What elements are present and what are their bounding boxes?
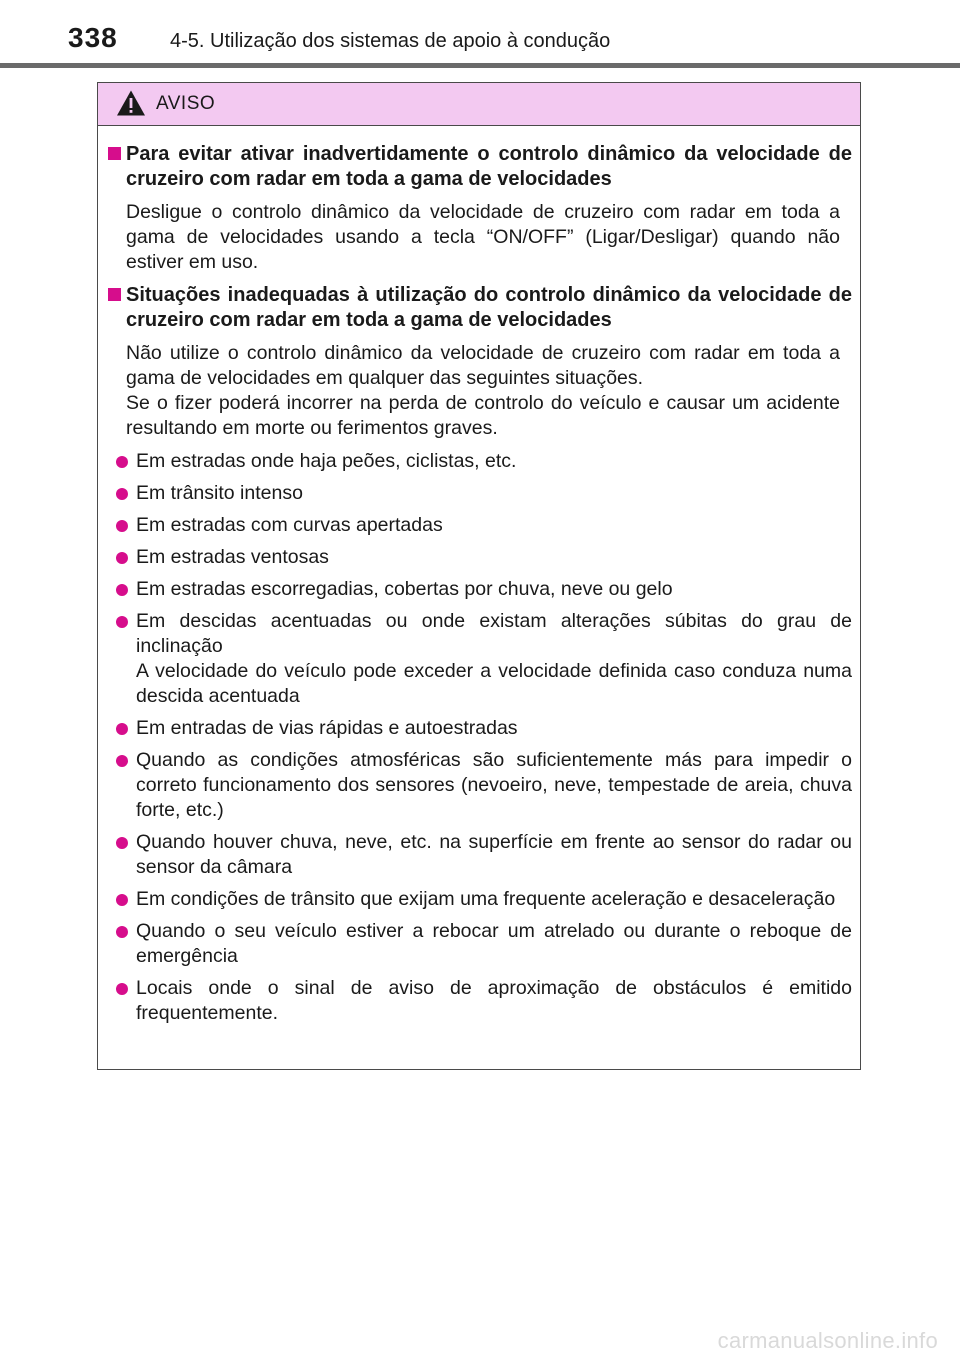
topic-title: Para evitar ativar inadvertidamente o controlo dinâmico da velocidade de cruzeiro com radar em toda a gama de velocidades	[126, 143, 852, 190]
header-divider	[0, 63, 960, 68]
round-bullet-icon	[116, 755, 128, 767]
list-item	[108, 919, 852, 969]
list-item	[108, 830, 852, 880]
round-bullet-icon	[116, 552, 128, 564]
list-item	[108, 513, 852, 538]
square-bullet-icon	[108, 288, 121, 301]
list-item-text: Em entradas de vias rápidas e autoestradas	[136, 717, 518, 739]
list-item	[108, 976, 852, 1026]
list-item	[108, 481, 852, 506]
list-item-text: Quando o seu veículo estiver a rebocar um atrelado ou durante o reboque de emergência	[136, 920, 852, 967]
square-bullet-icon	[108, 147, 121, 160]
topic-inadvertent-activation	[108, 142, 852, 275]
warning-box	[97, 82, 861, 1070]
list-item-text: Em estradas ventosas	[136, 546, 329, 568]
list-item-text: Quando as condições atmosféricas são suficientemente más para impedir o correto funcionamento dos sensores (nevoeiro, neve, tempestade de areia, chuva forte, etc.)	[136, 749, 852, 821]
warning-label: AVISO	[156, 93, 216, 114]
situation-list	[108, 449, 852, 1026]
warning-triangle-icon	[116, 89, 146, 117]
round-bullet-icon	[116, 616, 128, 628]
topic-title: Situações inadequadas à utilização do controlo dinâmico da velocidade de cruzeiro com radar em toda a gama de velocidades	[126, 284, 852, 331]
watermark: carmanualsonline.info	[717, 1328, 938, 1353]
round-bullet-icon	[116, 926, 128, 938]
paragraph: Desligue o controlo dinâmico da velocidade de cruzeiro com radar em toda a gama de velocidades usando a tecla “ON/OFF” (Ligar/Desligar) quando não estiver em uso.	[126, 201, 840, 273]
list-item	[108, 748, 852, 823]
topic-unsuitable-situations	[108, 283, 852, 441]
list-item-note: A velocidade do veículo pode exceder a velocidade definida caso conduza numa descida acentuada	[136, 660, 852, 707]
list-item	[108, 577, 852, 602]
warning-header	[98, 83, 860, 126]
list-item	[108, 716, 852, 741]
list-item-text: Em condições de trânsito que exijam uma frequente aceleração e desaceleração	[136, 888, 836, 910]
list-item	[108, 609, 852, 709]
section-title: 4-5. Utilização dos sistemas de apoio à condução	[170, 30, 611, 52]
round-bullet-icon	[116, 983, 128, 995]
warning-body	[98, 126, 860, 1026]
list-item-text: Locais onde o sinal de aviso de aproximação de obstáculos é emitido frequentemente.	[136, 977, 852, 1024]
topic-text	[126, 200, 852, 275]
round-bullet-icon	[116, 584, 128, 596]
list-item	[108, 887, 852, 912]
round-bullet-icon	[116, 894, 128, 906]
list-item-text: Em trânsito intenso	[136, 482, 303, 504]
paragraph: Se o fizer poderá incorrer na perda de controlo do veículo e causar um acidente resultando em morte ou ferimentos graves.	[126, 392, 840, 439]
round-bullet-icon	[116, 837, 128, 849]
round-bullet-icon	[116, 456, 128, 468]
list-item-text: Em estradas onde haja peões, ciclistas, etc.	[136, 450, 517, 472]
list-item-text: Quando houver chuva, neve, etc. na superfície em frente ao sensor do radar ou sensor da câmara	[136, 831, 852, 878]
list-item	[108, 449, 852, 474]
page-number: 338	[68, 22, 118, 53]
list-item-text: Em estradas escorregadias, cobertas por chuva, neve ou gelo	[136, 578, 673, 600]
list-item-text: Em descidas acentuadas ou onde existam alterações súbitas do grau de inclinação	[136, 610, 852, 657]
list-item-text: Em estradas com curvas apertadas	[136, 514, 443, 536]
paragraph: Não utilize o controlo dinâmico da velocidade de cruzeiro com radar em toda a gama de velocidades em qualquer das seguintes situações.	[126, 342, 840, 389]
round-bullet-icon	[116, 520, 128, 532]
round-bullet-icon	[116, 723, 128, 735]
page-header	[0, 0, 960, 70]
list-item	[108, 545, 852, 570]
round-bullet-icon	[116, 488, 128, 500]
topic-text	[126, 341, 852, 441]
